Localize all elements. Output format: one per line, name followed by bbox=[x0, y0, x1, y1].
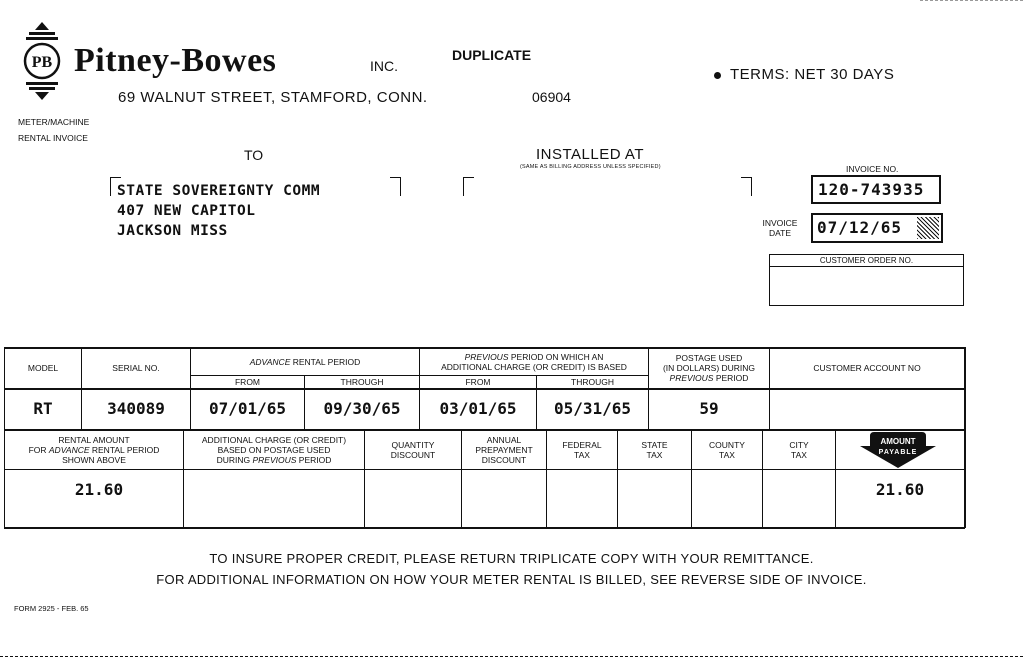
bracket-right bbox=[741, 177, 752, 196]
amount-h1: AMOUNT bbox=[880, 437, 916, 446]
installed-at-label: INSTALLED AT bbox=[536, 146, 644, 163]
bracket-right bbox=[390, 177, 401, 196]
annual-h3: DISCOUNT bbox=[481, 454, 527, 465]
postage-h3: PERIOD bbox=[713, 373, 749, 383]
form-type-line2: RENTAL INVOICE bbox=[18, 133, 88, 143]
addl-h3b: PERIOD bbox=[296, 454, 332, 465]
advance-from-header: FROM bbox=[234, 377, 261, 387]
state-h1: STATE bbox=[641, 439, 668, 450]
rental-h3: SHOWN ABOVE bbox=[62, 454, 126, 465]
postage-h1: POSTAGE USED bbox=[675, 353, 743, 363]
company-address: 69 WALNUT STREET, STAMFORD, CONN. bbox=[118, 89, 428, 106]
federal-h1: FEDERAL bbox=[562, 439, 602, 450]
form-number: FORM 2925 - FEB. 65 bbox=[14, 604, 89, 613]
previous-rest1: PERIOD ON WHICH AN bbox=[508, 351, 604, 362]
county-h1: COUNTY bbox=[709, 439, 745, 450]
top-tear-line bbox=[920, 0, 1023, 1]
city-h1: CITY bbox=[789, 439, 809, 450]
address-line: 407 NEW CAPITOL bbox=[117, 203, 256, 219]
address-line: STATE SOVEREIGNTY COMM bbox=[117, 183, 321, 199]
federal-h2: TAX bbox=[574, 449, 590, 460]
form-type bbox=[18, 114, 89, 146]
advance-through-value: 09/30/65 bbox=[323, 399, 401, 418]
model-header: MODEL bbox=[27, 363, 59, 373]
to-label: TO bbox=[244, 147, 264, 163]
bill-to-address bbox=[117, 181, 320, 241]
invoice-date-label bbox=[758, 218, 802, 238]
previous-rest2: ADDITIONAL CHARGE (OR CREDIT) IS BASED bbox=[441, 361, 627, 372]
model-value: RT bbox=[33, 399, 53, 418]
company-zip: 06904 bbox=[532, 89, 571, 105]
advance-italic: ADVANCE bbox=[249, 356, 291, 367]
advance-through-header: THROUGH bbox=[340, 377, 384, 387]
installed-at-note: (SAME AS BILLING ADDRESS UNLESS SPECIFIED) bbox=[520, 164, 661, 170]
invoice-date: 07/12/65 bbox=[817, 218, 903, 237]
rental-amount-header bbox=[5, 430, 183, 469]
invoice-date-label-1: INVOICE bbox=[762, 218, 798, 228]
rental-h2-italic: ADVANCE bbox=[48, 444, 90, 455]
previous-from-value: 03/01/65 bbox=[439, 399, 517, 418]
postage-h3-italic: PREVIOUS bbox=[669, 373, 714, 383]
serial-value: 340089 bbox=[107, 399, 165, 418]
advance-rest: RENTAL PERIOD bbox=[290, 356, 361, 367]
bullet-icon bbox=[714, 72, 721, 79]
previous-period-header bbox=[420, 348, 648, 375]
form-type-line1: METER/MACHINE bbox=[18, 117, 90, 127]
company-logo bbox=[22, 22, 62, 104]
footer-line-2: FOR ADDITIONAL INFORMATION ON HOW YOUR METER RENTAL IS BILLED, SEE REVERSE SIDE OF INVOICE. bbox=[156, 572, 867, 587]
hatch-mark bbox=[917, 217, 939, 239]
rental-h2b: RENTAL PERIOD bbox=[89, 444, 160, 455]
previous-through-value: 05/31/65 bbox=[553, 399, 632, 418]
company-name: Pitney-Bowes bbox=[74, 42, 277, 79]
annual-h2: PREPAYMENT bbox=[475, 444, 533, 455]
annual-h1: ANNUAL bbox=[486, 434, 522, 445]
state-tax-header bbox=[618, 430, 691, 469]
tear-line bbox=[0, 656, 1023, 657]
payment-terms: TERMS: NET 30 DAYS bbox=[730, 66, 895, 83]
amount-h2: PAYABLE bbox=[878, 449, 918, 456]
county-h2: TAX bbox=[719, 449, 735, 460]
federal-tax-header bbox=[547, 430, 617, 469]
county-tax-header bbox=[692, 430, 762, 469]
customer-account-header: CUSTOMER ACCOUNT NO bbox=[813, 363, 921, 373]
amount-payable-arrow-icon bbox=[860, 432, 936, 468]
qty-h1: QUANTITY bbox=[391, 439, 435, 450]
city-h2: TAX bbox=[791, 449, 807, 460]
customer-order-label: CUSTOMER ORDER NO. bbox=[770, 255, 963, 267]
rental-h2a: FOR bbox=[28, 444, 49, 455]
addl-h1: ADDITIONAL CHARGE (OR CREDIT) bbox=[201, 434, 347, 445]
footer-line-1: TO INSURE PROPER CREDIT, PLEASE RETURN TRIPLICATE COPY WITH YOUR REMITTANCE. bbox=[209, 551, 814, 566]
bracket-left bbox=[463, 177, 474, 196]
previous-through-header: THROUGH bbox=[571, 377, 614, 387]
previous-from-header: FROM bbox=[465, 377, 491, 387]
amount-payable-value: 21.60 bbox=[875, 480, 925, 499]
rental-amount-value: 21.60 bbox=[74, 480, 124, 499]
postage-header bbox=[649, 348, 769, 388]
advance-from-value: 07/01/65 bbox=[208, 399, 287, 418]
rental-h1: RENTAL AMOUNT bbox=[58, 434, 130, 445]
addl-h3-italic: PREVIOUS bbox=[252, 454, 297, 465]
addl-h2: BASED ON POSTAGE USED bbox=[217, 444, 331, 455]
postage-value: 59 bbox=[699, 399, 719, 418]
city-tax-header bbox=[763, 430, 835, 469]
address-line: JACKSON MISS bbox=[117, 223, 228, 239]
postage-h2: (IN DOLLARS) DURING bbox=[662, 363, 756, 373]
serial-header: SERIAL NO. bbox=[112, 363, 160, 373]
annual-prepayment-header bbox=[462, 430, 546, 469]
quantity-discount-header bbox=[365, 430, 461, 469]
company-inc: INC. bbox=[370, 58, 398, 74]
customer-order-box bbox=[769, 254, 964, 306]
invoice-date-label-2: DATE bbox=[768, 228, 792, 238]
logo-text: PB bbox=[31, 54, 53, 71]
advance-period-header bbox=[191, 348, 419, 375]
state-h2: TAX bbox=[646, 449, 663, 460]
previous-italic: PREVIOUS bbox=[464, 351, 509, 362]
copy-label: DUPLICATE bbox=[452, 47, 532, 63]
invoice-number: 120-743935 bbox=[811, 175, 941, 204]
addl-h3a: DURING bbox=[216, 454, 253, 465]
qty-h2: DISCOUNT bbox=[390, 449, 436, 460]
invoice-number-label: INVOICE NO. bbox=[846, 164, 899, 174]
additional-charge-header bbox=[184, 430, 364, 469]
invoice-date-box bbox=[811, 213, 943, 243]
